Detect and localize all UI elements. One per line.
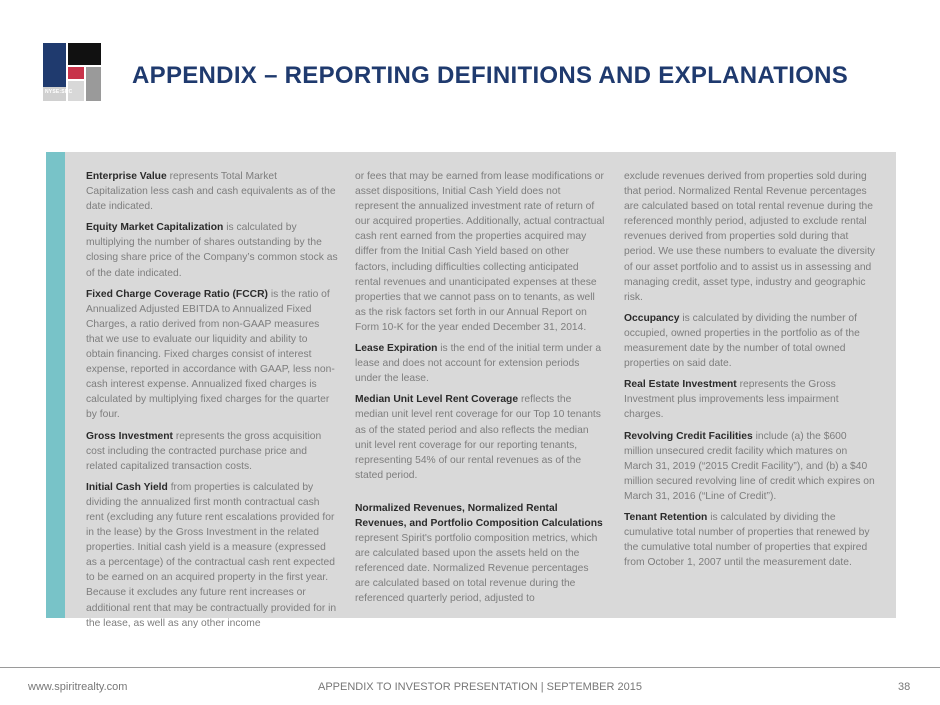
definition-text: or fees that may be earned from lease modifications or asset dispositions, Initial Cash Yield does not represent the annualized investment rate of return of our acquired properties. Additionally, actual contractual cash rent earned from the properties acquired may differ from the Initial Cash Yield based on other factors, including difficulties collecting anticipated rental revenues and unanticipated expenses at these properties that we cannot pass on to tenants, as well as the risk factors set forth in our Annual Report on Form 10-K for the year ended December 31, 2014.: [355, 171, 605, 333]
definitions-column-3: [624, 169, 876, 576]
definition: [86, 429, 338, 474]
definition-text: represents Total Market Capitalization less cash and cash equivalents as of the date indicated.: [86, 171, 336, 213]
definition: [624, 429, 876, 504]
definition-term: Revolving Credit Facilities: [624, 430, 753, 442]
definition-text: from properties is calculated by dividing the annualized first month contractual cash rent (excluding any future rent escalations provided for in the lease) by the Gross Investment in the related properties. Initial cash yield is a measure (expressed as a percentage) of the contractual cash rent expected to be earned on an acquired property in the first year. Because it excludes any future rent increases or additional rent that may be contractually provided for in the lease, as well as any other income: [86, 481, 337, 629]
definition-term: Normalized Revenues, Normalized Rental Revenues, and Portfolio Composition Calculations: [355, 502, 603, 529]
definitions-column-2: [355, 169, 605, 613]
page-title: APPENDIX – REPORTING DEFINITIONS AND EXPLANATIONS: [132, 62, 849, 89]
definition-term: Tenant Retention: [624, 511, 708, 523]
definition-text: is calculated by multiplying the number of shares outstanding by the closing share price of the Company’s common stock as of the date indicated.: [86, 222, 338, 279]
company-logo: [43, 43, 101, 101]
definition: [86, 220, 338, 280]
definition: [355, 392, 605, 483]
definition-text: is calculated by dividing the number of occupied, owned properties in the portfolio as of the measurement date by the number of total owned properties on said date.: [624, 312, 860, 370]
footer-caption: APPENDIX TO INVESTOR PRESENTATION | SEPTEMBER 2015: [318, 681, 642, 693]
definitions-panel: [46, 152, 896, 629]
accent-bar: [46, 152, 65, 618]
definition-term: Median Unit Level Rent Coverage: [355, 394, 519, 406]
definition-text: represents the gross acquisition cost including the contracted purchase price and related capitalized transaction costs.: [86, 430, 322, 472]
definition-term: Lease Expiration: [355, 343, 438, 355]
definition: [355, 501, 605, 607]
definition-term: Gross Investment: [86, 430, 173, 442]
definition-term: Fixed Charge Coverage Ratio (FCCR): [86, 288, 268, 300]
definition-text: represents the Gross Investment plus improvements less impairment charges.: [624, 379, 839, 421]
definition-text: is the ratio of Annualized Adjusted EBITDA to Annualized Fixed Charges, a ratio derived from non-GAAP measures that we use to evaluate our liquidity and ability to obtain financing. Fixed charges consist of interest expense, reported in accordance with GAAP, less non-cash interest expense. Annualized fixed charges is calculated by multiplying fixed charges for the quarter by four.: [86, 288, 335, 421]
definition: [624, 311, 876, 371]
definition-text: is the end of the initial term under a lease and does not account for extension periods under the lease.: [355, 343, 602, 385]
definition-continued: [355, 169, 605, 335]
definition-continued: [624, 169, 876, 305]
definition-term: Real Estate Investment: [624, 379, 737, 391]
definition-text: is calculated by dividing the cumulative total number of properties that renewed by the cumulative total number of properties that expired from October 1, 2007 until the measurement date.: [624, 511, 870, 569]
definition-text: reflects the median unit level rent coverage for our Top 10 tenants as of the stated period and also reflects the median unit level rent coverage for our reporting tenants, representing 54% of our rental revenues as of the stated period.: [355, 394, 601, 481]
definition: [624, 510, 876, 570]
footer-url[interactable]: www.spiritrealty.com: [28, 681, 128, 693]
definition: [355, 341, 605, 386]
definition: [624, 377, 876, 422]
definition-term: Enterprise Value: [86, 171, 167, 182]
definition: [86, 287, 338, 423]
page-number: 38: [898, 681, 911, 693]
definition-text: exclude revenues derived from properties sold during that period. Normalized Rental Revenue percentages are calculated based on total rental revenue during the referenced monthly period, adjusted to exclude rental revenues derived from properties sold during that period. We use these numbers to evaluate the diversity of our asset portfolio and to assist us in assessing and managing credit, asset type, industry and geographic risk.: [624, 171, 876, 303]
definition-text: represent Spirit's portfolio composition metrics, which are calculated based upon the assets held on the referenced date. Normalized Revenue percentages are calculated based on total revenue during the referenced quarterly period, adjusted to: [355, 533, 598, 605]
footer-divider: [0, 667, 940, 668]
definition-term: Occupancy: [624, 312, 680, 324]
definition-term: Initial Cash Yield: [86, 481, 168, 493]
definition: [86, 169, 338, 214]
definition-term: Equity Market Capitalization: [86, 222, 224, 234]
definitions-column-1: [86, 169, 338, 637]
definition: [86, 480, 338, 631]
definition-text: include (a) the $600 million unsecured credit facility which matures on March 31, 2019 (“2015 Credit Facility”), and (b) a $40 million secured revolving line of credit which expires on March 31, 2016 (“Line of Credit”).: [624, 430, 875, 502]
logo-ticker: NYSE:SRC: [45, 89, 73, 95]
